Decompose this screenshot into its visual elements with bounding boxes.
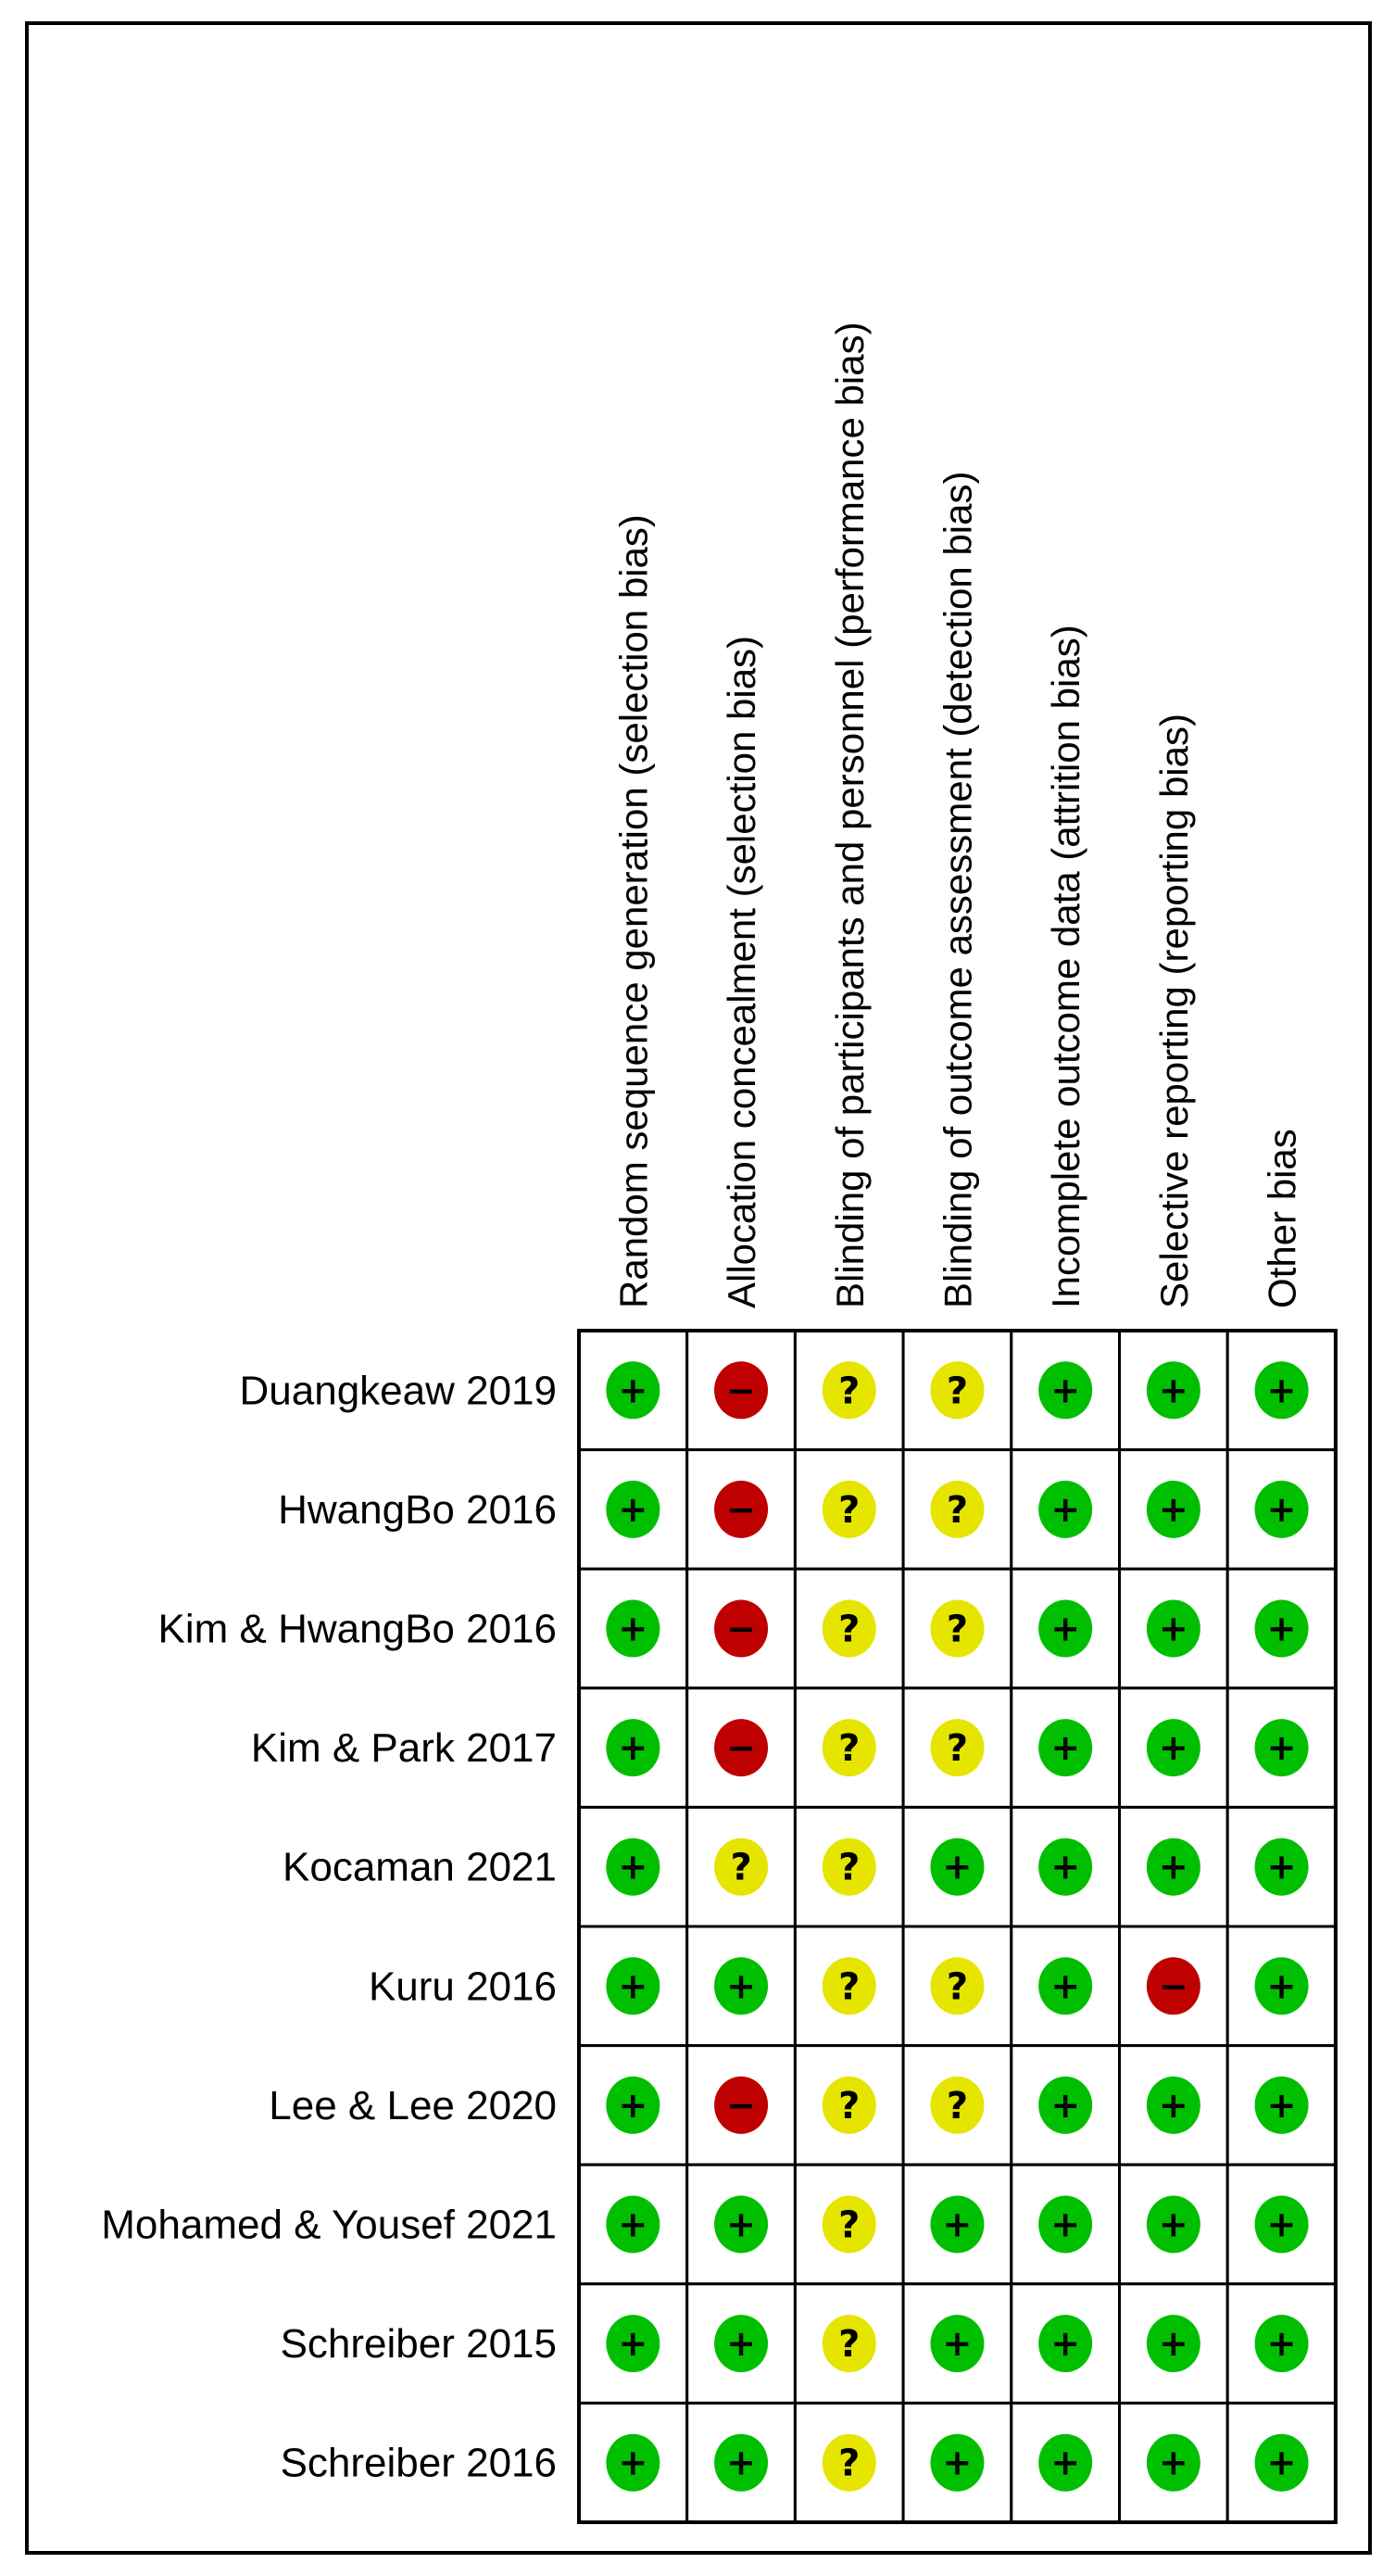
rating-unclear-symbol: ?	[946, 1488, 969, 1532]
rating-low-symbol: +	[1050, 1488, 1081, 1530]
rating-low-symbol: +	[618, 1488, 648, 1530]
rating-high-symbol: −	[726, 1608, 756, 1649]
rating-low-symbol: +	[1266, 1727, 1297, 1769]
rating-cell	[1012, 1807, 1120, 1926]
rating-low-symbol: +	[618, 1608, 648, 1649]
rating-low-symbol: +	[1158, 2323, 1188, 2365]
rating-low-symbol: +	[1050, 2084, 1081, 2126]
rating-cell	[795, 2284, 903, 2404]
rating-low-symbol: +	[1050, 1727, 1081, 1769]
rating-low-symbol: +	[1266, 1488, 1297, 1530]
rating-cell	[903, 2046, 1012, 2166]
study-label: Kim & Park 2017	[250, 1725, 557, 1772]
column-labels	[611, 322, 1303, 1308]
rating-low-symbol: +	[1266, 2442, 1297, 2483]
rating-cell	[579, 2403, 687, 2522]
rating-cell	[903, 1450, 1012, 1570]
rating-low-symbol: +	[942, 2323, 973, 2365]
column-label: Other bias	[1260, 1129, 1304, 1308]
rating-cell	[687, 1926, 796, 2046]
study-label: Schreiber 2016	[280, 2440, 557, 2486]
rating-low-symbol: +	[1050, 1370, 1081, 1411]
rating-unclear-symbol: ?	[946, 2084, 969, 2128]
rating-cell	[579, 1807, 687, 1926]
rating-cell	[1012, 2046, 1120, 2166]
rating-low-symbol: +	[1158, 1727, 1188, 1769]
rating-cell	[687, 2046, 796, 2166]
column-label: Random sequence generation (selection bias)	[611, 514, 656, 1308]
rating-cell	[687, 2165, 796, 2284]
rating-low-symbol: +	[1050, 2203, 1081, 2245]
rating-cell	[795, 2403, 903, 2522]
rating-low-symbol: +	[942, 2442, 973, 2483]
rating-cell	[1012, 2165, 1120, 2284]
rating-low-symbol: +	[1050, 2442, 1081, 2483]
rating-cell	[1120, 2284, 1228, 2404]
rating-unclear-symbol: ?	[838, 1965, 861, 2009]
rating-cell	[579, 2284, 687, 2404]
rating-unclear-symbol: ?	[838, 1608, 861, 1651]
rating-low-symbol: +	[1050, 2323, 1081, 2365]
study-label: Lee & Lee 2020	[269, 2082, 557, 2128]
column-label: Blinding of outcome assessment (detection bias)	[936, 471, 980, 1308]
rating-cell	[579, 1569, 687, 1688]
rating-low-symbol: +	[726, 2323, 756, 2365]
rating-cell	[1227, 2403, 1336, 2522]
rating-low-symbol: +	[618, 2442, 648, 2483]
rating-high-symbol: −	[726, 1370, 756, 1411]
rating-cell	[903, 1331, 1012, 1450]
rating-cell	[579, 1331, 687, 1450]
rating-low-symbol: +	[618, 2323, 648, 2365]
rating-cell	[687, 2284, 796, 2404]
rating-cell	[687, 1688, 796, 1808]
rating-cell	[1120, 1807, 1228, 1926]
column-label: Selective reporting (reporting bias)	[1151, 713, 1196, 1308]
rating-low-symbol: +	[1158, 1608, 1188, 1649]
rating-cell	[1012, 1450, 1120, 1570]
rating-cell	[903, 1569, 1012, 1688]
rating-cell	[1012, 1569, 1120, 1688]
study-label: Kocaman 2021	[283, 1844, 557, 1890]
rating-cell	[903, 2403, 1012, 2522]
rating-low-symbol: +	[726, 2442, 756, 2483]
rating-cell	[579, 2165, 687, 2284]
rating-cell	[1012, 1926, 1120, 2046]
rating-unclear-symbol: ?	[838, 2203, 861, 2247]
rating-cell	[1120, 1450, 1228, 1570]
rating-cell	[795, 1926, 903, 2046]
rating-grid	[579, 1331, 1336, 2522]
rating-low-symbol: +	[618, 1846, 648, 1888]
rating-cell	[1120, 1926, 1228, 2046]
rating-low-symbol: +	[1158, 1488, 1188, 1530]
rating-low-symbol: +	[726, 1965, 756, 2007]
rating-cell	[1227, 1331, 1336, 1450]
rating-low-symbol: +	[1050, 1965, 1081, 2007]
rating-unclear-symbol: ?	[946, 1965, 969, 2009]
rating-cell	[1227, 1569, 1336, 1688]
rating-unclear-symbol: ?	[838, 2442, 861, 2485]
rating-cell	[795, 2046, 903, 2166]
rating-low-symbol: +	[618, 2203, 648, 2245]
rating-cell	[1120, 2165, 1228, 2284]
rating-unclear-symbol: ?	[838, 1727, 861, 1771]
rating-low-symbol: +	[1158, 2084, 1188, 2126]
rating-low-symbol: +	[1158, 1846, 1188, 1888]
rating-unclear-symbol: ?	[946, 1727, 969, 1771]
rating-cell	[903, 1807, 1012, 1926]
rating-cell	[1227, 1450, 1336, 1570]
rating-cell	[1227, 2284, 1336, 2404]
study-label: HwangBo 2016	[278, 1486, 557, 1533]
rating-low-symbol: +	[1050, 1608, 1081, 1649]
rating-unclear-symbol: ?	[838, 1488, 861, 1532]
rating-low-symbol: +	[942, 2203, 973, 2245]
rating-cell	[1012, 2284, 1120, 2404]
rating-cell	[1227, 2046, 1336, 2166]
rating-unclear-symbol: ?	[838, 2084, 861, 2128]
rating-cell	[795, 1569, 903, 1688]
rating-unclear-symbol: ?	[838, 1846, 861, 1889]
rating-cell	[795, 1688, 903, 1808]
rating-low-symbol: +	[1158, 2203, 1188, 2245]
rating-unclear-symbol: ?	[946, 1608, 969, 1651]
rating-cell	[795, 1331, 903, 1450]
rating-cell	[795, 1807, 903, 1926]
rating-cell	[903, 1688, 1012, 1808]
study-label: Kuru 2016	[368, 1964, 557, 2010]
rating-high-symbol: −	[726, 2084, 756, 2126]
rating-cell	[1120, 2046, 1228, 2166]
rating-cell	[1227, 1807, 1336, 1926]
rating-low-symbol: +	[1158, 2442, 1188, 2483]
rating-cell	[687, 1450, 796, 1570]
rating-cell	[687, 2403, 796, 2522]
rating-cell	[1012, 1331, 1120, 1450]
rating-cell	[687, 1807, 796, 1926]
rating-low-symbol: +	[1266, 2323, 1297, 2365]
study-label: Mohamed & Yousef 2021	[101, 2202, 557, 2248]
rating-cell	[579, 1450, 687, 1570]
rating-low-symbol: +	[1266, 2203, 1297, 2245]
rating-high-symbol: −	[726, 1727, 756, 1769]
rating-low-symbol: +	[618, 1965, 648, 2007]
rating-cell	[795, 1450, 903, 1570]
rating-cell	[579, 1926, 687, 2046]
rating-cell	[903, 2165, 1012, 2284]
rating-cell	[1227, 1688, 1336, 1808]
rating-high-symbol: −	[726, 1488, 756, 1530]
rating-low-symbol: +	[1266, 1965, 1297, 2007]
column-label: Incomplete outcome data (attrition bias)	[1044, 625, 1088, 1308]
rating-low-symbol: +	[1158, 1370, 1188, 1411]
rating-unclear-symbol: ?	[730, 1846, 752, 1889]
rating-cell	[1120, 1331, 1228, 1450]
rating-low-symbol: +	[942, 1846, 973, 1888]
rating-cell	[903, 2284, 1012, 2404]
row-labels	[101, 1368, 557, 2485]
rating-unclear-symbol: ?	[946, 1370, 969, 1413]
rating-high-symbol: −	[1158, 1965, 1188, 2007]
rating-low-symbol: +	[618, 1370, 648, 1411]
rating-low-symbol: +	[1266, 1846, 1297, 1888]
rating-cell	[1012, 2403, 1120, 2522]
rating-cell	[579, 2046, 687, 2166]
rating-cell	[687, 1569, 796, 1688]
rating-cell	[1120, 2403, 1228, 2522]
rating-low-symbol: +	[1266, 1370, 1297, 1411]
rating-low-symbol: +	[1266, 1608, 1297, 1649]
rating-cell	[1227, 1926, 1336, 2046]
rating-low-symbol: +	[618, 1727, 648, 1769]
rating-cell	[1120, 1688, 1228, 1808]
rating-low-symbol: +	[726, 2203, 756, 2245]
rating-low-symbol: +	[618, 2084, 648, 2126]
rating-low-symbol: +	[1050, 1846, 1081, 1888]
study-label: Schreiber 2015	[280, 2321, 557, 2368]
rating-cell	[1012, 1688, 1120, 1808]
rating-cell	[687, 1331, 796, 1450]
column-label: Blinding of participants and personnel (performance bias)	[827, 322, 872, 1308]
rating-unclear-symbol: ?	[838, 1370, 861, 1413]
rating-cell	[903, 1926, 1012, 2046]
rating-unclear-symbol: ?	[838, 2323, 861, 2367]
study-label: Duangkeaw 2019	[239, 1368, 557, 1414]
rating-cell	[795, 2165, 903, 2284]
rating-low-symbol: +	[1266, 2084, 1297, 2126]
rating-cell	[1120, 1569, 1228, 1688]
study-label: Kim & HwangBo 2016	[157, 1606, 557, 1652]
column-label: Allocation concealment (selection bias)	[720, 635, 764, 1308]
rating-cell	[579, 1688, 687, 1808]
rating-cell	[1227, 2165, 1336, 2284]
